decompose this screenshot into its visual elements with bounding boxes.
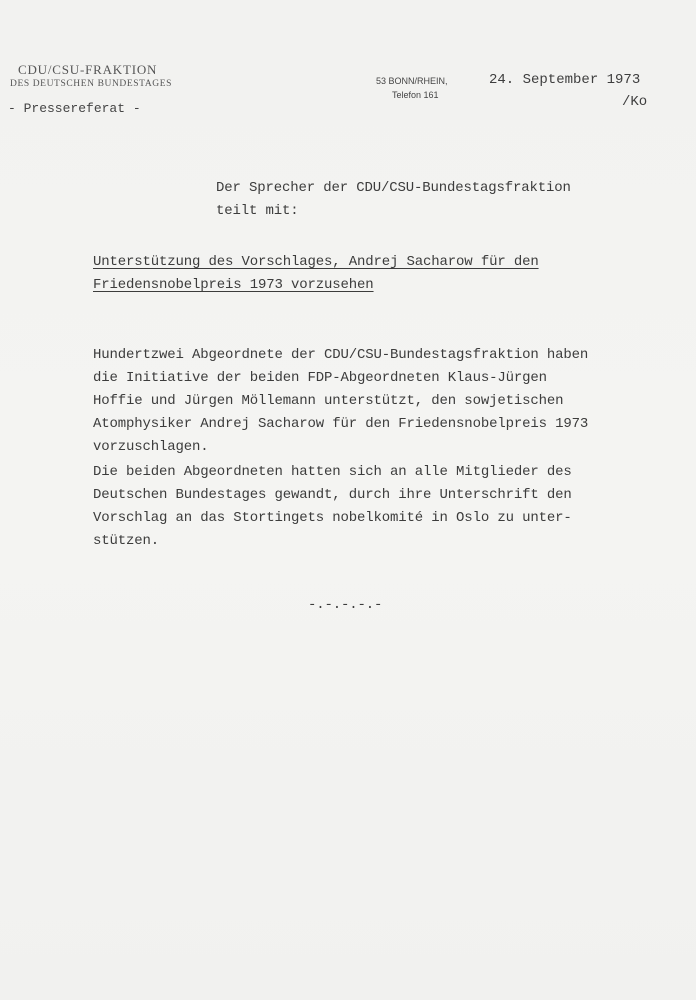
paragraph-line: Hoffie und Jürgen Möllemann unterstützt, den sowjetischen bbox=[93, 393, 564, 409]
paragraph-line: die Initiative der beiden FDP-Abgeordneten Klaus-Jürgen bbox=[93, 370, 547, 386]
paragraph-1 bbox=[93, 344, 588, 459]
paragraph-line: Deutschen Bundestages gewandt, durch ihre Unterschrift den bbox=[93, 487, 572, 503]
paragraph-line: Atomphysiker Andrej Sacharow für den Friedensnobelpreis 1973 bbox=[93, 416, 589, 432]
subject-line: Unterstützung des Vorschlages, Andrej Sacharow für den bbox=[93, 254, 539, 270]
paragraph-2 bbox=[93, 461, 572, 553]
reference-code: /Ko bbox=[622, 94, 648, 110]
document-date: 24. September 1973 bbox=[489, 72, 641, 88]
department-label: - Pressereferat - bbox=[8, 101, 141, 116]
organization-subtitle: DES DEUTSCHEN BUNDESTAGES bbox=[10, 79, 173, 89]
paragraph-line: Die beiden Abgeordneten hatten sich an alle Mitglieder des bbox=[93, 464, 572, 480]
letterhead bbox=[10, 62, 200, 89]
intro-text bbox=[216, 177, 571, 223]
paragraph-line: stützen. bbox=[93, 533, 160, 549]
subject-heading bbox=[93, 251, 539, 297]
paragraph-line: Hundertzwei Abgeordnete der CDU/CSU-Bundestagsfraktion haben bbox=[93, 347, 589, 363]
address-block bbox=[376, 74, 448, 102]
subject-line: Friedensnobelpreis 1973 vorzusehen bbox=[93, 277, 374, 293]
address-city: 53 BONN/RHEIN, bbox=[376, 76, 448, 86]
paragraph-line: vorzuschlagen. bbox=[93, 439, 209, 455]
end-separator: -.-.-.-.- bbox=[308, 597, 383, 613]
phone-number: Telefon 161 bbox=[392, 90, 439, 100]
intro-line: teilt mit: bbox=[216, 203, 299, 219]
paragraph-line: Vorschlag an das Stortingets nobelkomité in Oslo zu unter- bbox=[93, 510, 572, 526]
organization-name: CDU/CSU-FRAKTION bbox=[18, 62, 158, 77]
intro-line: Der Sprecher der CDU/CSU-Bundestagsfraktion bbox=[216, 180, 571, 196]
